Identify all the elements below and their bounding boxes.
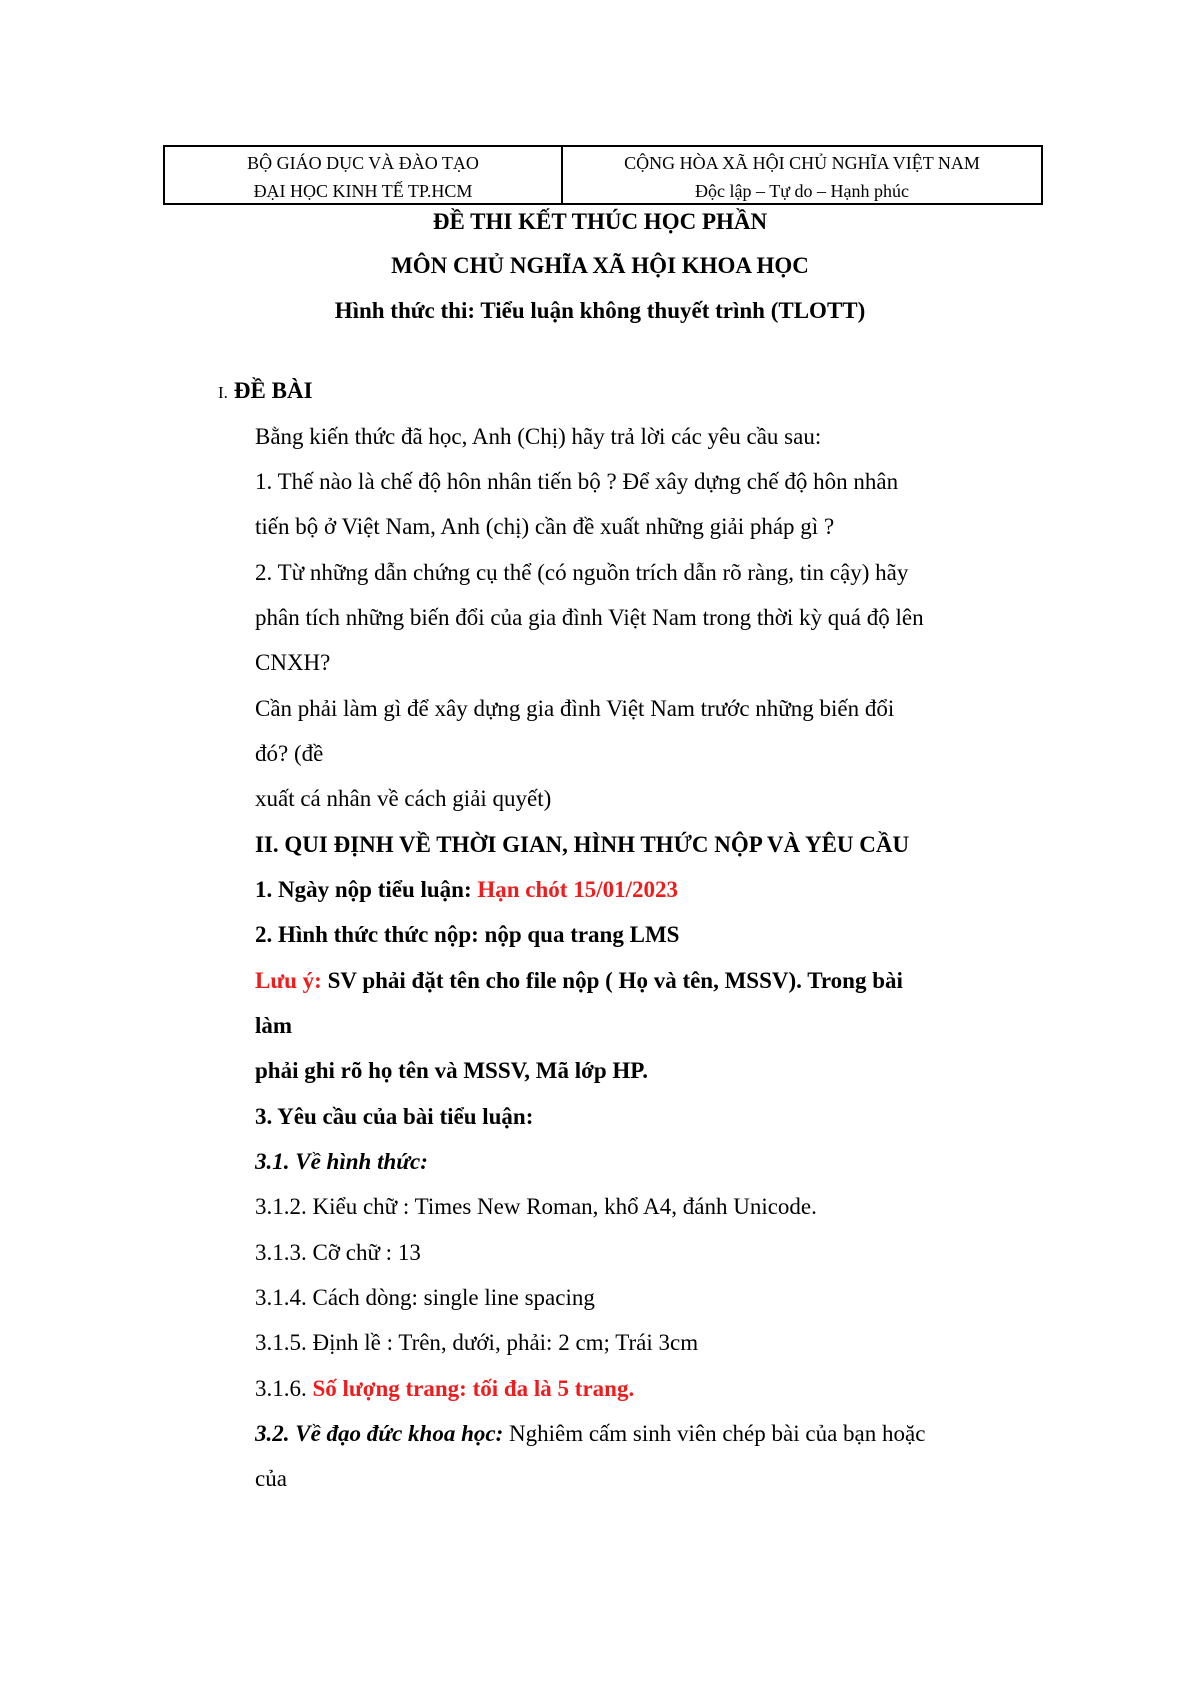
section1-heading	[218, 378, 313, 404]
note-text: SV phải đặt tên cho file nộp ( Họ và tên, MSSV). Trong bài	[327, 968, 903, 993]
question2-line2: phân tích những biến đổi của gia đình Việt Nam trong thời kỳ quá độ lên	[255, 605, 924, 630]
ethics-text: Nghiêm cấm sinh viên chép bài của bạn hoặc	[509, 1421, 926, 1446]
ethics-heading: 3.2. Về đạo đức khoa học:	[255, 1421, 504, 1446]
question1-line1: 1. Thế nào là chế độ hôn nhân tiến bộ ? Để xây dựng chế độ hôn nhân	[255, 469, 899, 494]
pages-rule-number: 3.1.6.	[255, 1376, 307, 1401]
margin-rule: 3.1.5. Định lề : Trên, dưới, phải: 2 cm; Trái 3cm	[255, 1330, 699, 1355]
submit-method: 2. Hình thức thức nộp: nộp qua trang LMS	[255, 922, 680, 947]
exam-format: Hình thức thi: Tiểu luận không thuyết trình (TLOTT)	[334, 298, 866, 323]
question2-line4: Cần phải làm gì để xây dựng gia đình Việt Nam trước những biến đổi	[255, 696, 895, 721]
ministry-name: BỘ GIÁO DỤC VÀ ĐÀO TẠO	[247, 153, 479, 173]
deadline-value: Hạn chót 15/01/2023	[477, 877, 678, 902]
subject-title: MÔN CHỦ NGHĨA XÃ HỘI KHOA HỌC	[391, 253, 809, 278]
exam-title: ĐỀ THI KẾT THÚC HỌC PHẦN	[432, 209, 768, 234]
header-right-cell	[563, 147, 1041, 203]
pages-rule-line	[255, 1376, 634, 1402]
note-continuation-1: làm	[255, 1013, 293, 1038]
font-rule: 3.1.2. Kiểu chữ : Times New Roman, khổ A4, đánh Unicode.	[255, 1194, 817, 1219]
deadline-label: 1. Ngày nộp tiểu luận:	[255, 877, 472, 902]
country-name: CỘNG HÒA XÃ HỘI CHỦ NGHĨA VIỆT NAM	[624, 153, 980, 173]
section1-number: I.	[218, 383, 228, 402]
header-table	[163, 145, 1043, 205]
question2-line6: xuất cá nhân về cách giải quyết)	[255, 786, 552, 811]
section2-heading: II. QUI ĐỊNH VỀ THỜI GIAN, HÌNH THỨC NỘP VÀ YÊU CẦU	[255, 832, 910, 857]
ethics-line	[255, 1421, 925, 1447]
note-continuation-2: phải ghi rõ họ tên và MSSV, Mã lớp HP.	[255, 1058, 648, 1083]
motto: Độc lập – Tự do – Hạnh phúc	[695, 181, 909, 201]
note-label: Lưu ý:	[255, 968, 322, 993]
question-intro: Bằng kiến thức đã học, Anh (Chị) hãy trả lời các yêu cầu sau:	[255, 424, 822, 449]
question2-line5: đó? (đề	[255, 741, 324, 766]
requirements-heading: 3. Yêu cầu của bài tiểu luận:	[255, 1104, 534, 1129]
note-line	[255, 968, 903, 994]
question2-line1: 2. Từ những dẫn chứng cụ thể (có nguồn trích dẫn rõ ràng, tin cậy) hãy	[255, 560, 909, 585]
spacing-rule: 3.1.4. Cách dòng: single line spacing	[255, 1285, 595, 1310]
question2-line3: CNXH?	[255, 650, 331, 675]
university-name: ĐẠI HỌC KINH TẾ TP.HCM	[253, 181, 473, 201]
form-heading: 3.1. Về hình thức:	[255, 1149, 428, 1174]
size-rule: 3.1.3. Cỡ chữ : 13	[255, 1240, 421, 1265]
pages-rule: Số lượng trang: tối đa là 5 trang.	[312, 1376, 635, 1401]
ethics-continuation: của	[255, 1466, 287, 1491]
question1-line2: tiến bộ ở Việt Nam, Anh (chị) cần đề xuất những giải pháp gì ?	[255, 514, 835, 539]
section1-heading-text: ĐỀ BÀI	[233, 378, 313, 403]
header-left-cell	[165, 147, 563, 203]
deadline-line	[255, 877, 678, 903]
